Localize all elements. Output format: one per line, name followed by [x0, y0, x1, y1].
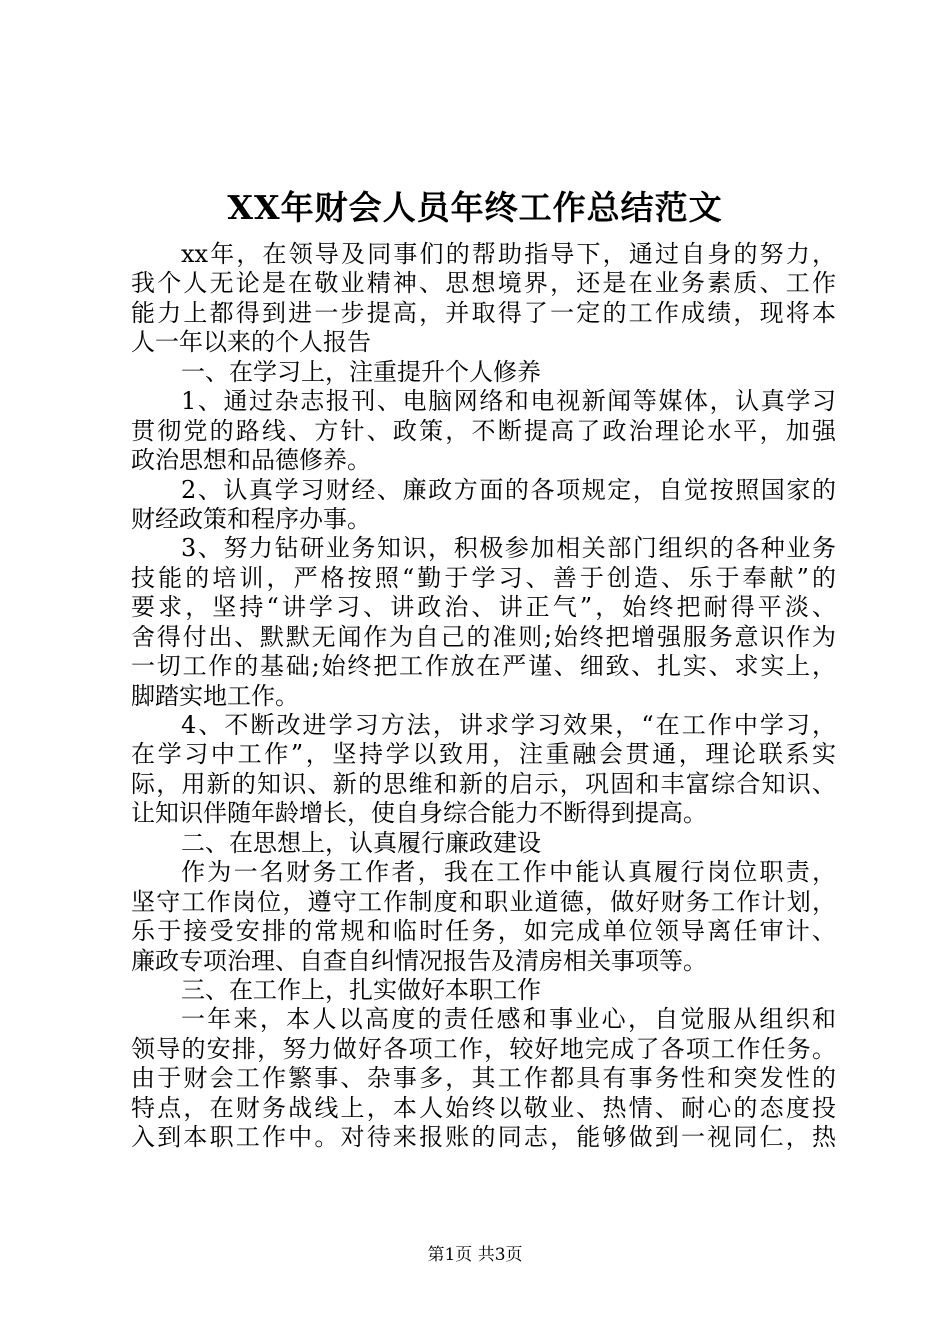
text-line: 领导的安排，努力做好各项工作，较好地完成了各项工作任务。	[131, 1034, 836, 1063]
text-line: 2、认真学习财经、廉政方面的各项规定，自觉按照国家的	[181, 475, 836, 504]
text-line: 廉政专项治理、自查自纠情况报告及清房相关事项等。	[131, 946, 707, 975]
text-line: 能力上都得到进一步提高，并取得了一定的工作成绩，现将本	[131, 298, 836, 327]
text-line: 在学习中工作”，坚持学以致用，注重融会贯通，理论联系实	[131, 740, 836, 769]
text-line: 1、通过杂志报刊、电脑网络和电视新闻等媒体，认真学习	[181, 387, 836, 416]
text-line: 作为一名财务工作者，我在工作中能认真履行岗位职责，	[181, 858, 836, 887]
text-line: 人一年以来的个人报告	[131, 328, 371, 357]
text-line: 乐于接受安排的常规和临时任务，如完成单位领导离任审计、	[131, 917, 836, 946]
text-line: 3、努力钻研业务知识，积极参加相关部门组织的各种业务	[181, 534, 836, 563]
text-line: xx年，在领导及同事们的帮助指导下，通过自身的努力，	[181, 240, 836, 268]
text-line: 技能的培训，严格按照“勤于学习、善于创造、乐于奉献”的	[131, 563, 836, 592]
text-line: 让知识伴随年龄增长，使自身综合能力不断得到提高。	[131, 799, 707, 828]
text-line: 我个人无论是在敬业精神、思想境界，还是在业务素质、工作	[131, 269, 836, 298]
text-line: 4、不断改进学习方法，讲求学习效果，“在工作中学习，	[181, 711, 836, 739]
text-line: 坚守工作岗位，遵守工作制度和职业道德，做好财务工作计划，	[131, 887, 836, 916]
document-title: XX年财会人员年终工作总结范文	[227, 188, 723, 227]
text-line: 贯彻党的路线、方针、政策，不断提高了政治理论水平，加强	[131, 416, 836, 445]
text-line: 入到本职工作中。对待来报账的同志，能够做到一视同仁，热	[131, 1123, 836, 1152]
text-line: 政治思想和品德修养。	[131, 446, 371, 475]
text-line: 际，用新的知识、新的思维和新的启示，巩固和丰富综合知识、	[131, 769, 836, 798]
text-line: 一切工作的基础;始终把工作放在严谨、细致、扎实、求实上，	[131, 652, 836, 681]
page-number-footer: 第1页 共3页	[427, 1245, 523, 1265]
text-line: 三、在工作上，扎实做好本职工作	[181, 975, 541, 1004]
text-line: 财经政策和程序办事。	[131, 504, 371, 533]
text-line: 由于财会工作繁事、杂事多，其工作都具有事务性和突发性的	[131, 1064, 836, 1093]
text-line: 要求，坚持“讲学习、讲政治、讲正气”，始终把耐得平淡、	[131, 593, 836, 622]
text-line: 一、在学习上，注重提升个人修养	[181, 357, 541, 386]
text-line: 脚踏实地工作。	[131, 681, 299, 710]
text-line: 一年来，本人以高度的责任感和事业心，自觉服从组织和	[181, 1005, 836, 1034]
text-line: 舍得付出、默默无闻作为自己的准则;始终把增强服务意识作为	[131, 622, 836, 651]
text-line: 特点，在财务战线上，本人始终以敬业、热情、耐心的态度投	[131, 1093, 836, 1122]
text-line: 二、在思想上，认真履行廉政建设	[181, 828, 541, 857]
document-body	[131, 240, 836, 1153]
